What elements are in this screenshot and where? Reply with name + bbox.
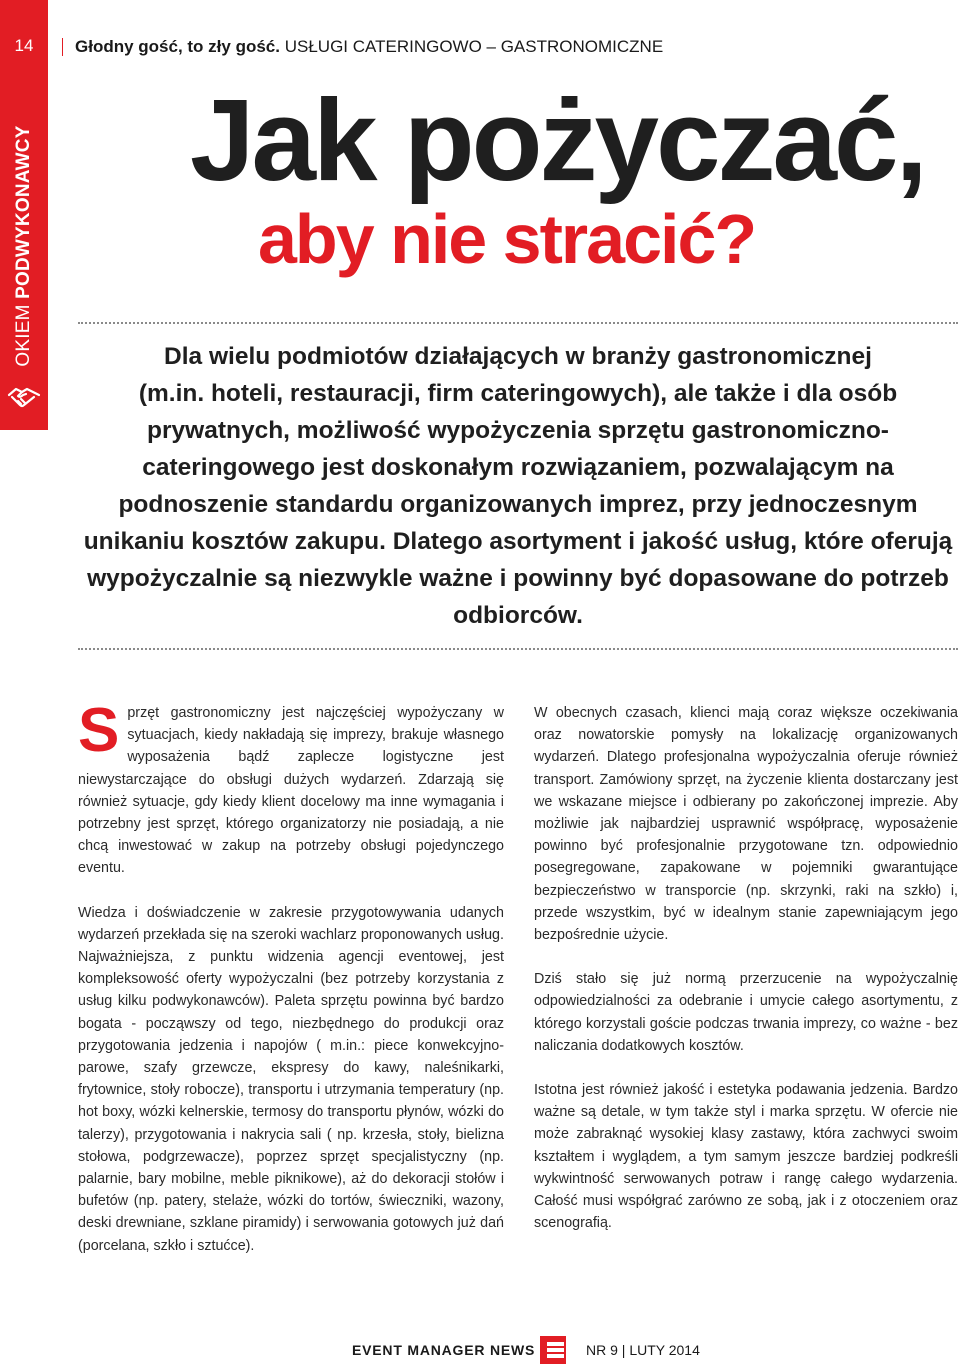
footer-issue: NR 9 | LUTY 2014 bbox=[586, 1342, 700, 1358]
body-column-right bbox=[534, 702, 958, 1256]
header-kicker: Głodny gość, to zły gość. bbox=[75, 37, 280, 56]
body-paragraph: Dziś stało się już normą przerzucenie na wypożyczalnię odpowiedzialności za odebranie i umycie całego asortymentu, z którego korzystali goście podczas trwania imprezy, co ważne - bez naliczania dodatkowych kosztów. bbox=[534, 971, 958, 1054]
page-number: 14 bbox=[14, 36, 34, 55]
footer-magazine-name: EVENT MANAGER NEWS bbox=[352, 1342, 536, 1358]
lead-first-line: Dla wielu podmiotów działających w branży gastronomicznej bbox=[164, 343, 872, 370]
dotted-divider-top bbox=[78, 322, 958, 324]
headline-line-1: Jak pożyczać, bbox=[190, 75, 925, 205]
body-paragraph bbox=[78, 696, 504, 880]
headline-line-2: aby nie stracić? bbox=[258, 200, 756, 278]
sidebar-label-light: OKIEM bbox=[13, 304, 34, 367]
body-paragraph: Istotna jest również jakość i estetyka podawania jedzenia. Bardzo ważne są detale, w tym także styl i marka sprzętu. W ofercie nie może zabraknąć wysokiej klasy zastawy, która zachwyci swoim kształtem i wyglądem, a tym samym jeszcze bardziej podkreśli wykwintność serwowanych potraw i rangę całego wydarzenia. Całość musi współgrać zarówno ze sobą, jak i z otoczeniem oraz scenografią. bbox=[534, 1082, 958, 1232]
header-divider bbox=[62, 38, 63, 56]
lead-paragraph bbox=[78, 338, 958, 634]
drop-cap: S bbox=[78, 696, 120, 765]
sidebar-label bbox=[13, 125, 35, 366]
body-paragraph: Wiedza i doświadczenie w zakresie przygotowywania udanych wydarzeń przekłada się na szeroki wachlarz proponowanych usług. Najważniejsza, z punktu widzenia agencji eventowej, jest kompleksowość oferty wypożyczalni (bez potrzeby korzystania z usług kilku podwykonawców). Paleta sprzętu powinna być bardzo bogata - począwszy od tego, niezbędnego do produkcji oraz przygotowania jedzenia i napojów ( m.in.: piece konwekcyjno-parowe, szafy grzewcze, ekspresy do kawy, naleśnikarki, frytownice, stoły robocze), transportu i utrzymania temperatury (np. hot boxy, wózki kelnerskie, termosy do transportu płynów, wózki do talerzy), przygotowania i nakrycia sali ( np. krzesła, stoły, bielizna stołowa, podgrzewacze), poprzez sprzęt specjalistyczny (np. palarnie, bary mobilne, meble piknikowe), aż do dekoracji stołów i bufetów (np. patery, stelaże, wózki do tortów, świeczniki, wazony, deski drewniane, szklane piramidy) i serwowania gotowych już dań (porcelana, szkło i sztućce). bbox=[78, 904, 504, 1254]
dotted-divider-bottom bbox=[78, 648, 958, 650]
body-column-left bbox=[78, 696, 504, 1279]
sidebar-label-bold: PODWYKONAWCY bbox=[13, 125, 34, 299]
header-section: USŁUGI CATERINGOWO – GASTRONOMICZNE bbox=[284, 37, 664, 56]
lead-rest: (m.in. hoteli, restauracji, firm cateringowych), ale także i dla osób prywatnych, możliwość wypożyczenia sprzętu gastronomiczno-cateringowego jest doskonałym rozwiązaniem, pozwalającym na podnoszenie standardu organizowanych imprez, przy jednoczesnym unikaniu kosztów zakupu. Dlatego asortyment i jakość usług, które oferują wypożyczalnie są niezwykle ważne i powinny być dopasowane do potrzeb odbiorców. bbox=[83, 380, 953, 629]
body-paragraph: W obecnych czasach, klienci mają coraz większe oczekiwania oraz nowatorskie pomysły na lokalizację organizowanych wydarzeń. Dlatego profesjonalna wypożyczalnia oferuje również transport. Zamówiony sprzęt, na życzenie klienta dostarczany jest we wskazane miejsce i odbierany po zakończonej imprezie. Aby możliwie jak najbardziej usprawnić współpracę, wyposażenie powinno być profesjonalnie przygotowane tzn. odpowiednio posegregowane, zapakowane w pojemniki gwarantujące bezpieczeństwo w transporcie (np. skrzynki, raki na szkło) i, przede wszystkim, być w idealnym stanie zapewniającym jego bezpośrednie użycie. bbox=[534, 705, 958, 944]
handshake-icon bbox=[6, 380, 42, 416]
body-text: przęt gastronomiczny jest najczęściej wypożyczany w sytuacjach, kiedy nakładają się imprezy, brakuje własnego wyposażenia bądź zaplecze logistyczne jest niewystarczające do obsługi dużych wydarzeń. Zdarzają się również sytuacje, gdy kiedy klient docelowy ma inne wymagania i potrzebny jest sprzęt, którego organizatorzy nie posiadają, a nie chcą inwestować w zakup na potrzeby obsługi pojedynczego eventu. bbox=[78, 705, 504, 877]
em-logo-icon bbox=[538, 1334, 568, 1366]
running-header bbox=[75, 37, 663, 57]
